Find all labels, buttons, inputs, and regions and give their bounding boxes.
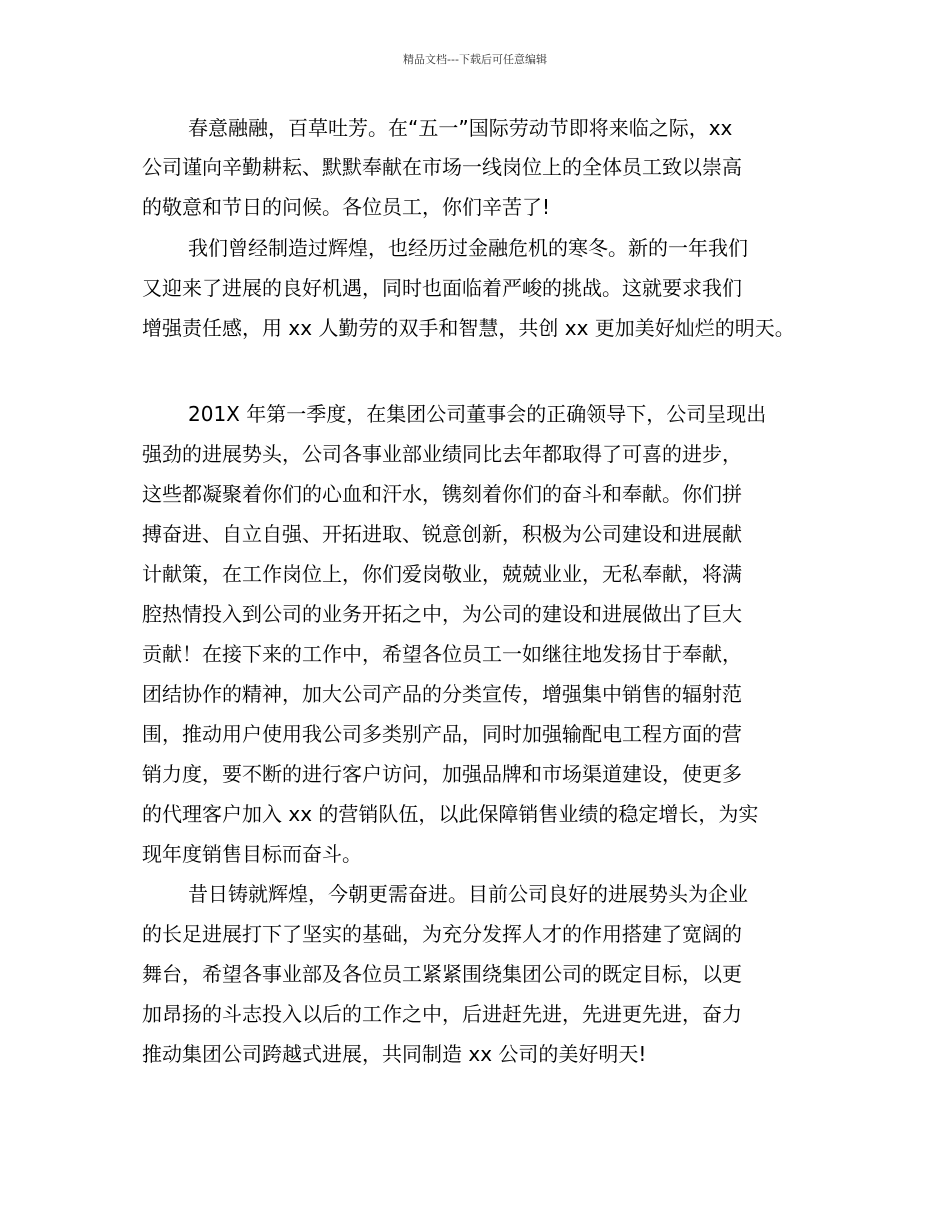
paragraph-line: 腔热情投入到公司的业务开拓之中，为公司的建设和进展做出了巨大: [142, 602, 742, 626]
paragraph-line: 昔日铸就辉煌，今朝更需奋进。目前公司良好的进展势头为企业: [188, 882, 748, 906]
paragraph-line: 201X 年第一季度，在集团公司董事会的正确领导下，公司呈现出: [188, 402, 767, 426]
paragraph-line: 增强责任感，用 xx 人勤劳的双手和智慧，共创 xx 更加美好灿烂的明天。: [142, 316, 795, 340]
paragraph-line: 的代理客户加入 xx 的营销队伍，以此保障销售业绩的稳定增长，为实: [142, 802, 759, 826]
paragraph-line: 的敬意和节日的问候。各位员工，你们辛苦了!: [142, 195, 551, 219]
paragraph-line: 团结协作的精神，加大公司产品的分类宣传，增强集中销售的辐射范: [142, 682, 742, 706]
paragraph-line: 公司谨向辛勤耕耘、默默奉献在市场一线岗位上的全体员工致以崇高: [142, 155, 742, 179]
paragraph-line: 的长足进展打下了坚实的基础，为充分发挥人才的作用搭建了宽阔的: [142, 922, 742, 946]
paragraph-line: 贡献！在接下来的工作中，希望各位员工一如继往地发扬甘于奉献，: [142, 642, 742, 666]
paragraph-line: 舞台，希望各事业部及各位员工紧紧围绕集团公司的既定目标，以更: [142, 962, 742, 986]
page-header: 精品文档---下载后可任意编辑: [403, 53, 547, 66]
paragraph-line: 现年度销售目标而奋斗。: [142, 842, 362, 866]
paragraph-line: 我们曾经制造过辉煌，也经历过金融危机的寒冬。新的一年我们: [188, 236, 748, 260]
paragraph-line: 又迎来了进展的良好机遇，同时也面临着严峻的挑战。这就要求我们: [142, 276, 742, 300]
paragraph-line: 推动集团公司跨越式进展，共同制造 xx 公司的美好明天!: [142, 1042, 647, 1066]
paragraph-line: 围，推动用户使用我公司多类别产品，同时加强输配电工程方面的营: [142, 722, 742, 746]
paragraph-line: 销力度，要不断的进行客户访问，加强品牌和市场渠道建设，使更多: [142, 762, 742, 786]
paragraph-line: 加昂扬的斗志投入以后的工作之中，后进赶先进，先进更先进，奋力: [142, 1002, 742, 1026]
paragraph-line: 搏奋进、自立自强、开拓进取、锐意创新，积极为公司建设和进展献: [142, 522, 742, 546]
paragraph-line: 春意融融，百草吐芳。在“五一”国际劳动节即将来临之际，xx: [188, 116, 733, 140]
paragraph-line: 强劲的进展势头，公司各事业部业绩同比去年都取得了可喜的进步，: [142, 442, 742, 466]
paragraph-line: 计献策，在工作岗位上，你们爱岗敬业，兢兢业业，无私奉献，将满: [142, 562, 742, 586]
paragraph-line: 这些都凝聚着你们的心血和汗水，镌刻着你们的奋斗和奉献。你们拼: [142, 482, 742, 506]
